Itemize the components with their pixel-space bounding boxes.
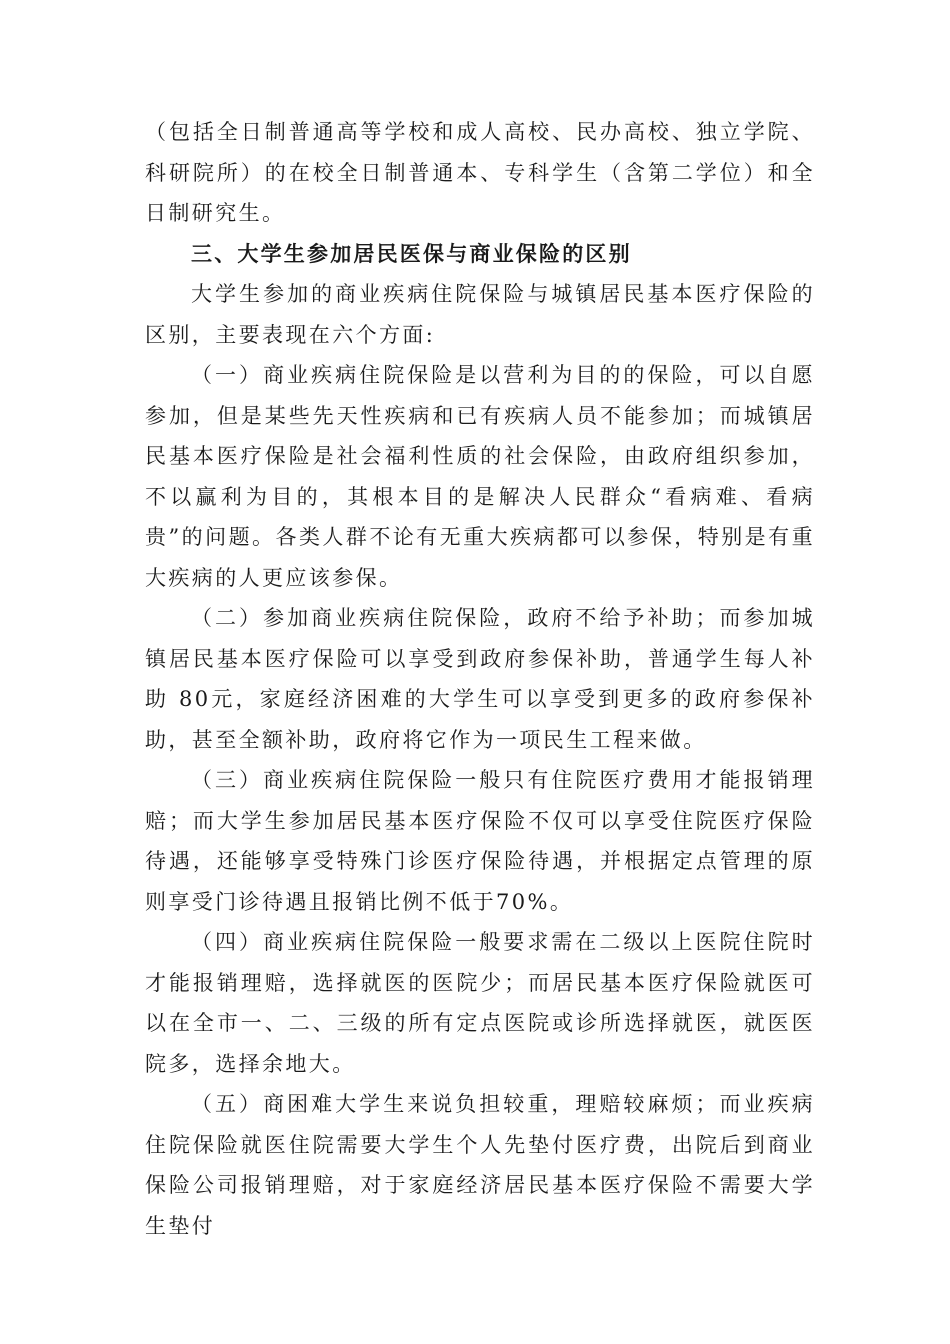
- paragraph-point-4: （四）商业疾病住院保险一般要求需在二级以上医院住院时才能报销理赔，选择就医的医院少；而居民基本医疗保险就医可以在全市一、二、三级的所有定点医院或诊所选择就医，就医医院多，选择余地大。: [145, 930, 815, 1076]
- paragraph-summary: 大学生参加的商业疾病住院保险与城镇居民基本医疗保险的区别，主要表现在六个方面:: [145, 282, 815, 347]
- section-heading: 三、大学生参加居民医保与商业保险的区别: [191, 241, 632, 266]
- paragraph-point-5: （五）商困难大学生来说负担较重，理赔较麻烦；而业疾病住院保险就医住院需要大学生个人先垫付医疗费，出院后到商业保险公司报销理赔，对于家庭经济居民基本医疗保险不需要大学生垫付: [145, 1092, 815, 1238]
- paragraph-point-2: （二）参加商业疾病住院保险，政府不给予补助；而参加城镇居民基本医疗保险可以享受到政府参保补助，普通学生每人补助 80元，家庭经济困难的大学生可以享受到更多的政府参保补助，甚至全额补助，政府将它作为一项民生工程来做。: [145, 606, 815, 752]
- paragraph-point-3: （三）商业疾病住院保险一般只有住院医疗费用才能报销理赔；而大学生参加居民基本医疗保险不仅可以享受住院医疗保险待遇，还能够享受特殊门诊医疗保险待遇，并根据定点管理的原则享受门诊待遇且报销比例不低于70%。: [145, 768, 815, 914]
- paragraph-point-1: （一）商业疾病住院保险是以营利为目的的保险，可以自愿参加，但是某些先天性疾病和已有疾病人员不能参加；而城镇居民基本医疗保险是社会福利性质的社会保险，由政府组织参加，不以赢利为目的，其根本目的是解决人民群众“看病难、看病贵”的问题。各类人群不论有无重大疾病都可以参保，特别是有重大疾病的人更应该参保。: [145, 363, 815, 590]
- document-page: [145, 112, 815, 1246]
- paragraph-intro: （包括全日制普通高等学校和成人高校、民办高校、独立学院、科研院所）的在校全日制普通本、专科学生（含第二学位）和全日制研究生。: [145, 120, 815, 225]
